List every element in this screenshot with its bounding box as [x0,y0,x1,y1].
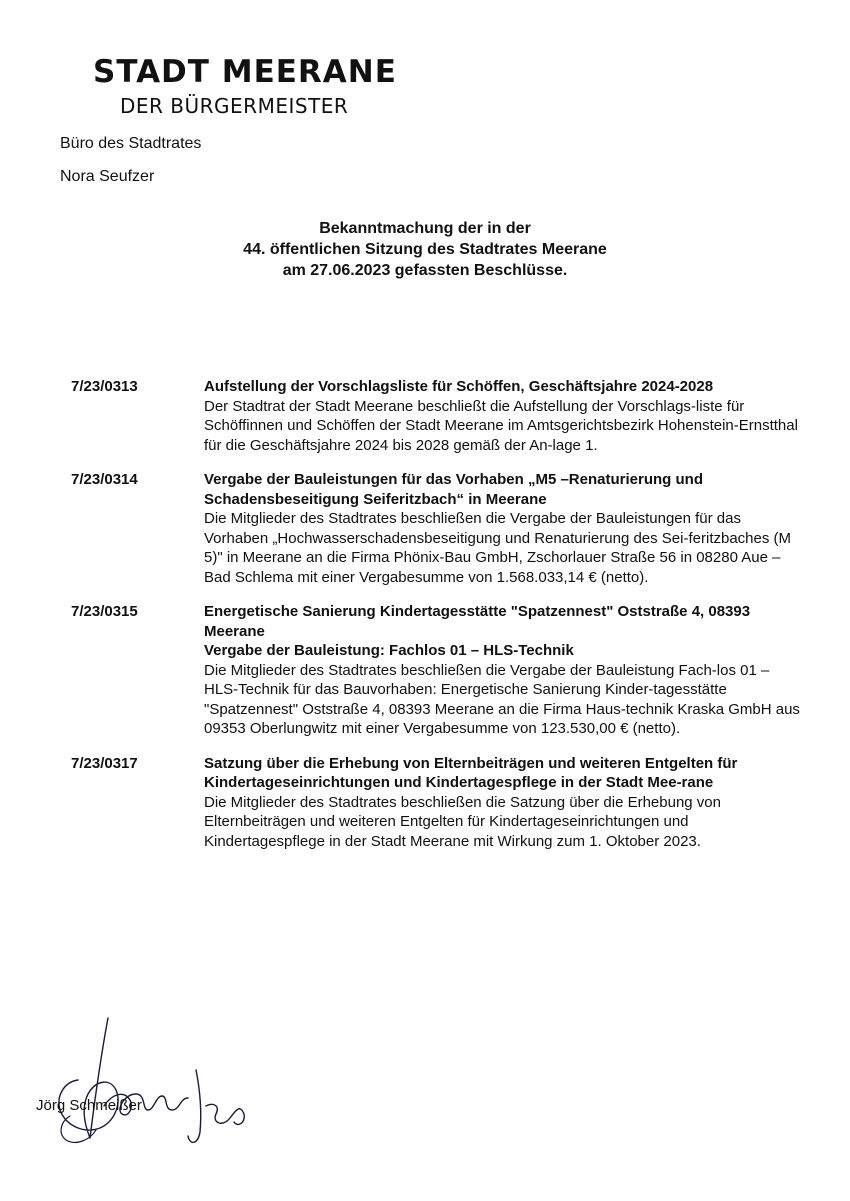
headline-line-2: 44. öffentlichen Sitzung des Stadtrates Meerane [243,241,607,258]
resolution-title: Aufstellung der Vorschlagsliste für Schöffen, Geschäftsjahre 2024-2028 [204,378,714,395]
resolution-text: Der Stadtrat der Stadt Meerane beschließt die Aufstellung der Vorschlags-liste für Schöffinnen und Schöffen der Stadt Meerane im Amtsgerichtsbezirk Hohenstein-Ernstthal für die Geschäftsjahre 2024 bis 2028 gemäß der An-lage 1. [204,397,798,454]
sender-office: Büro des Stadtrates [60,135,202,152]
resolution-item [0,602,850,739]
resolution-text: Die Mitglieder des Stadtrates beschließen die Vergabe der Bauleistung Fach-los 01 – HLS-Technik für das Bauvorhaben: Energetische Sanierung Kinder-tagesstätte "Spatzennest" Oststraße 4, 08393 Meerane an die Firma Haus-technik Kraska GmbH aus 09353 Oberlungwitz mit einer Vergabesumme von 123.530,00 € (netto). [204,661,800,737]
city-name: STADT MEERANE [93,54,397,90]
resolution-text: Die Mitglieder des Stadtrates beschließen die Vergabe der Bauleistungen für das Vorhaben „Hochwasserschadensbeseitigung und Renaturierung des Sei-feritzbaches (M 5)" in Meerane an die Firma Phönix-Bau GmbH, Zschorlauer Straße 56 in 08280 Aue – Bad Schlema mit einer Vergabesumme von 1.568.033,14 € (netto). [204,510,792,586]
resolution-body [204,470,804,587]
mayor-title: DER BÜRGERMEISTER [120,94,349,118]
resolution-body [204,377,804,455]
resolution-title: Satzung über die Erhebung von Elternbeiträgen und weiteren Entgelten für Kindertageseinrichtungen und Kindertagespflege in der Stadt Mee-rane [204,754,738,791]
signer-name: Jörg Schmeißer [36,1097,142,1114]
resolution-number: 7/23/0317 [71,754,138,772]
resolution-item [0,754,850,852]
resolution-title: Vergabe der Bauleistungen für das Vorhaben „M5 –Renaturierung und Schadensbeseitigung Seiferitzbach“ in Meerane [204,471,703,508]
resolution-subtitle: Vergabe der Bauleistung: Fachlos 01 – HLS-Technik [204,642,574,659]
resolution-number: 7/23/0315 [71,603,138,620]
handwritten-signature [30,1010,290,1160]
resolution-number: 7/23/0313 [71,378,138,395]
resolution-item [0,470,850,587]
resolution-list [0,377,850,866]
resolution-body [204,602,804,739]
announcement-headline [0,218,850,281]
resolution-number: 7/23/0314 [71,471,138,488]
resolution-item [0,377,850,455]
resolution-text: Die Mitglieder des Stadtrates beschließen die Satzung über die Erhebung von Elternbeiträgen und weiteren Entgelten für Kindertageseinrichtungen und Kindertagespflege in der Stadt Meerane mit Wirkung zum 1. Oktober 2023. [204,793,721,850]
sender-name: Nora Seufzer [60,168,155,185]
letterhead [93,54,493,118]
resolution-title: Energetische Sanierung Kindertagesstätte "Spatzennest" Oststraße 4, 08393 Meerane [204,603,751,640]
resolution-body [204,754,804,852]
headline-line-3: am 27.06.2023 gefassten Beschlüsse. [282,262,568,279]
signature-drawing [30,1010,290,1160]
headline-line-1: Bekanntmachung der in der [319,220,531,237]
